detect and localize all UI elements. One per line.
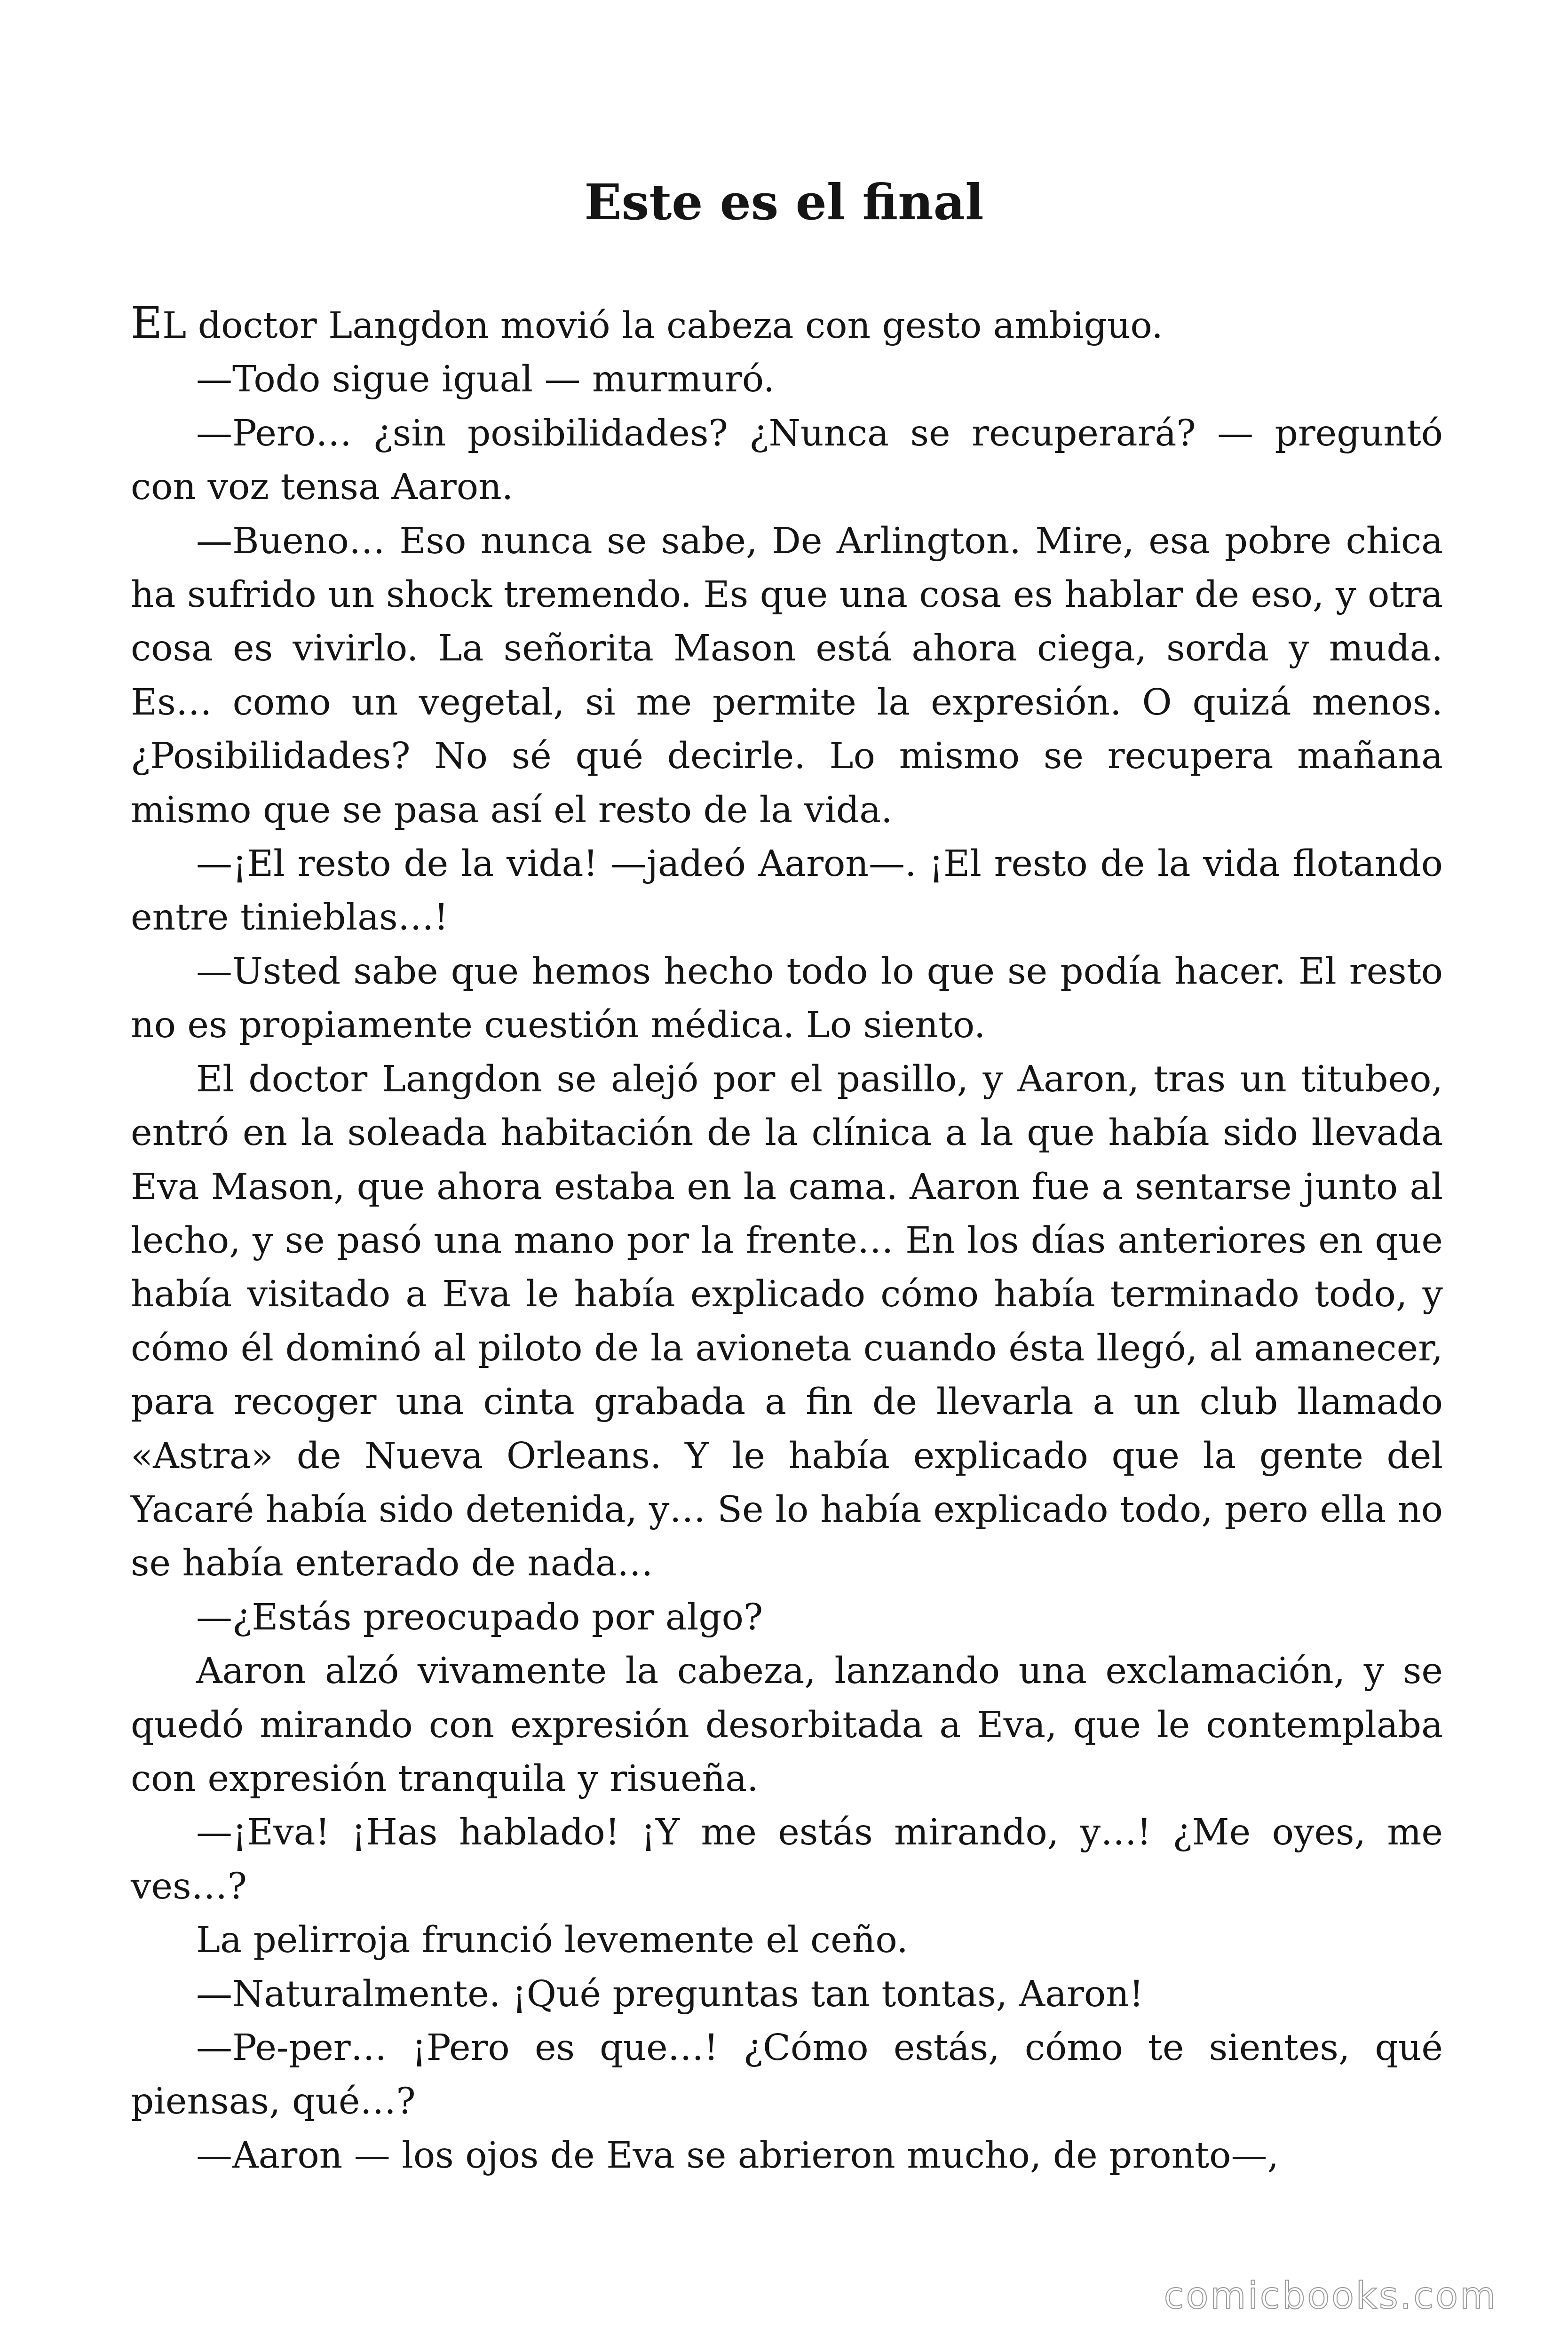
body-text: [131, 296, 1443, 2183]
paragraph-opening: [131, 296, 1443, 353]
paragraph: —¿Estás preocupado por algo?: [196, 1596, 763, 1638]
opening-text: L doctor Langdon movió la cabeza con gesto ambiguo.: [162, 305, 1163, 347]
paragraph: —¡El resto de la vida! —jadeó Aaron—. ¡El resto de la vida flotando entre tinieblas…!: [131, 843, 1443, 939]
paragraph: —Pe-per… ¡Pero es que…! ¿Cómo estás, cómo te sientes, qué piensas, qué…?: [131, 2027, 1443, 2123]
paragraph: Aaron alzó vivamente la cabeza, lanzando una exclamación, y se quedó mirando con expresión desorbitada a Eva, que le contemplaba con expresión tranquila y risueña.: [131, 1650, 1443, 1800]
paragraph: —Bueno… Eso nunca se sabe, De Arlington. Mire, esa pobre chica ha sufrido un shock tremendo. Es que una cosa es hablar de eso, y otra cosa es vivirlo. La señorita Mason está ahora ciega, sorda y muda. Es… como un vegetal, si me permite la expresión. O quizá menos. ¿Posibilidades? No sé qué decirle. Lo mismo se recupera mañana mismo que se pasa así el resto de la vida.: [131, 520, 1443, 831]
paragraph: La pelirroja frunció levemente el ceño.: [196, 1919, 908, 1962]
paragraph: El doctor Langdon se alejó por el pasillo, y Aaron, tras un titubeo, entró en la soleada habitación de la clínica a la que había sido llevada Eva Mason, que ahora estaba en la cama. Aaron fue a sentarse junto al lecho, y se pasó una mano por la frente… En los días anteriores en que había visitado a Eva le había explicado cómo había terminado todo, y cómo él dominó al piloto de la avioneta cuando ésta llegó, al amanecer, para recoger una cinta grabada a fin de llevarla a un club llamado «Astra» de Nueva Orleans. Y le había explicado que la gente del Yacaré había sido detenida, y… Se lo había explicado todo, pero ella no se había enterado de nada…: [131, 1058, 1443, 1585]
paragraph: —Pero… ¿sin posibilidades? ¿Nunca se recuperará? — preguntó con voz tensa Aaron.: [131, 412, 1443, 509]
paragraph: —Todo sigue igual — murmuró.: [196, 358, 775, 401]
paragraph: —Aaron — los ojos de Eva se abrieron mucho, de pronto—,: [196, 2134, 1279, 2177]
watermark: comicbooks.com: [1164, 2275, 1497, 2317]
paragraph: —Usted sabe que hemos hecho todo lo que se podía hacer. El resto no es propiamente cuestión médica. Lo siento.: [131, 950, 1443, 1047]
paragraph: —¡Eva! ¡Has hablado! ¡Y me estás mirando, y…! ¿Me oyes, me ves…?: [131, 1812, 1443, 1907]
chapter-title: Este es el final: [584, 173, 984, 231]
paragraph: —Naturalmente. ¡Qué preguntas tan tontas, Aaron!: [196, 1973, 1144, 2015]
drop-cap: E: [131, 298, 163, 348]
